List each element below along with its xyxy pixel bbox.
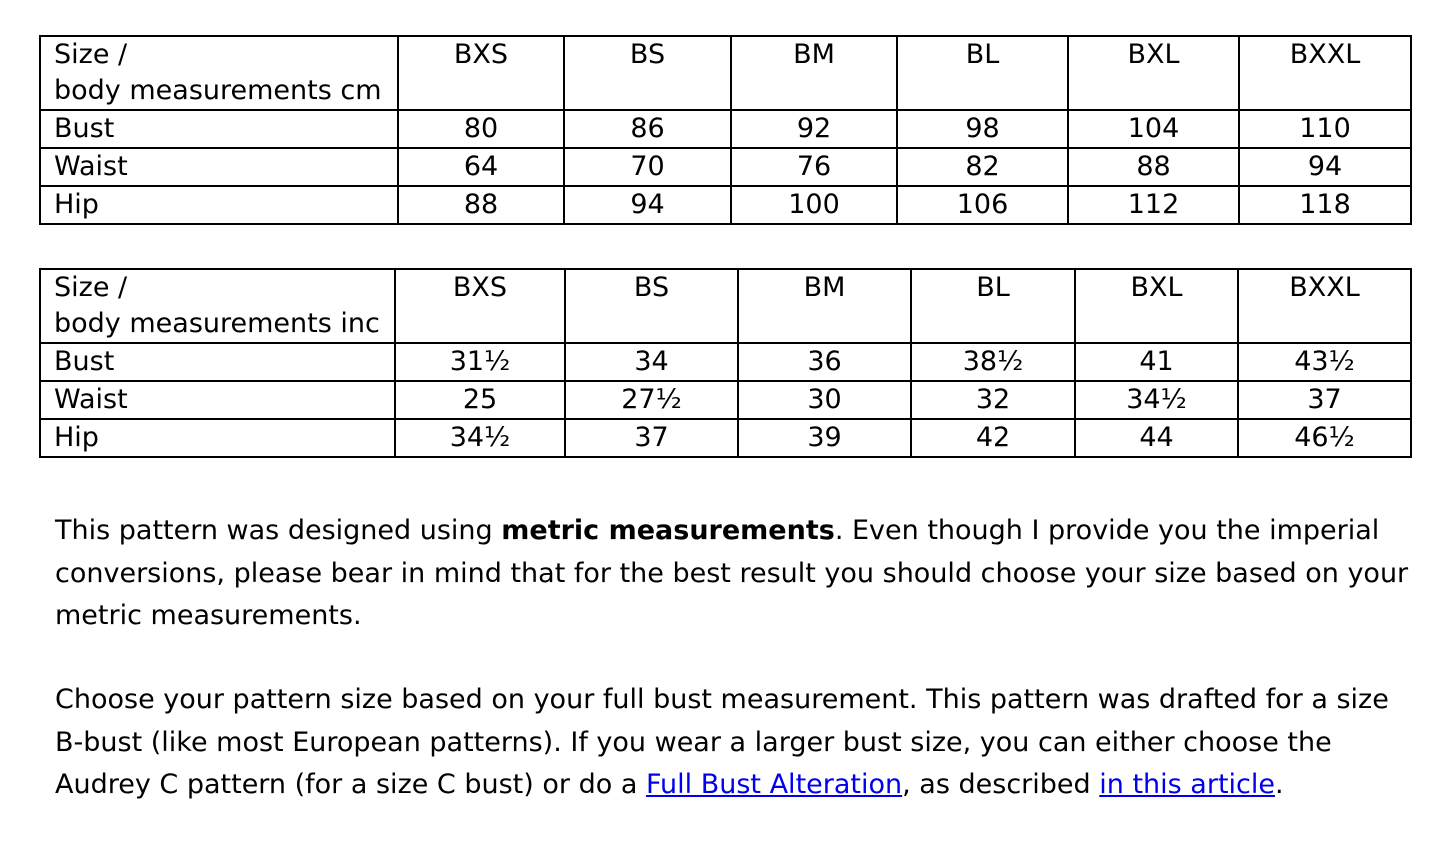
paragraph-text: This pattern was designed using (55, 515, 502, 546)
table-cell: 104 (1068, 110, 1239, 148)
size-header-bl: BL (911, 269, 1075, 343)
table-cell: 34½ (395, 419, 565, 457)
table-cell: 46½ (1238, 419, 1411, 457)
table-cell: 32 (911, 381, 1075, 419)
table-row-waist (40, 381, 1411, 419)
table-header-label (40, 269, 395, 343)
table-cell: 118 (1239, 186, 1411, 224)
header-line-size: Size / (54, 39, 128, 70)
table-cell: 34 (565, 343, 738, 381)
row-label: Hip (40, 186, 398, 224)
size-header-bm: BM (731, 36, 897, 110)
table-cell: 27½ (565, 381, 738, 419)
table-row-hip (40, 186, 1411, 224)
paragraph-text: , as described (902, 769, 1100, 800)
table-cell: 94 (564, 186, 731, 224)
table-cell: 76 (731, 148, 897, 186)
table-cell: 110 (1239, 110, 1411, 148)
table-cell: 106 (897, 186, 1068, 224)
table-cell: 39 (738, 419, 911, 457)
table-row-waist (40, 148, 1411, 186)
table-cell: 82 (897, 148, 1068, 186)
table-cell: 25 (395, 381, 565, 419)
table-cell: 43½ (1238, 343, 1411, 381)
table-cell: 112 (1068, 186, 1239, 224)
size-table-inch (39, 268, 1412, 458)
size-header-bxxl: BXXL (1239, 36, 1411, 110)
table-cell: 94 (1239, 148, 1411, 186)
paragraph-text: . (1275, 769, 1284, 800)
row-label: Waist (40, 148, 398, 186)
header-line-measurements: body measurements cm (54, 75, 382, 106)
table-cell: 80 (398, 110, 564, 148)
table-cell: 34½ (1075, 381, 1238, 419)
paragraph-text: Choose your pattern size based on your full bust measurement. This pattern was drafted for a size B-bust (like most European patterns). If you wear a larger bust size, you can either choose the Audrey C pattern (for a size C bust) or do a (55, 684, 1389, 800)
table-header-row (40, 36, 1411, 110)
header-line-size: Size / (54, 272, 128, 303)
table-row-bust (40, 343, 1411, 381)
table-row-hip (40, 419, 1411, 457)
size-header-bxl: BXL (1068, 36, 1239, 110)
size-header-bxs: BXS (398, 36, 564, 110)
table-cell: 88 (1068, 148, 1239, 186)
article-link[interactable]: in this article (1099, 769, 1275, 800)
table-cell: 92 (731, 110, 897, 148)
table-cell: 98 (897, 110, 1068, 148)
table-cell: 37 (1238, 381, 1411, 419)
table-cell: 38½ (911, 343, 1075, 381)
header-line-measurements: body measurements inc (54, 308, 380, 339)
table-cell: 70 (564, 148, 731, 186)
table-cell: 37 (565, 419, 738, 457)
size-header-bl: BL (897, 36, 1068, 110)
table-cell: 30 (738, 381, 911, 419)
size-header-bs: BS (565, 269, 738, 343)
size-header-bs: BS (564, 36, 731, 110)
size-header-bxxl: BXXL (1238, 269, 1411, 343)
size-choice-paragraph (55, 679, 1425, 807)
table-cell: 64 (398, 148, 564, 186)
row-label: Bust (40, 110, 398, 148)
size-table-cm (39, 35, 1412, 225)
table-cell: 100 (731, 186, 897, 224)
table-row-bust (40, 110, 1411, 148)
table-header-label (40, 36, 398, 110)
row-label: Waist (40, 381, 395, 419)
table-cell: 31½ (395, 343, 565, 381)
size-header-bxs: BXS (395, 269, 565, 343)
table-cell: 42 (911, 419, 1075, 457)
table-cell: 41 (1075, 343, 1238, 381)
row-label: Hip (40, 419, 395, 457)
table-cell: 86 (564, 110, 731, 148)
table-header-row (40, 269, 1411, 343)
row-label: Bust (40, 343, 395, 381)
paragraph-text: . Even though I provide you the imperial conversions, please bear in mind that for the best result you should choose your size based on your metric measurements. (55, 515, 1409, 631)
table-cell: 44 (1075, 419, 1238, 457)
size-header-bm: BM (738, 269, 911, 343)
bold-emphasis: metric measurements (501, 515, 835, 546)
metric-note-paragraph (55, 510, 1425, 638)
full-bust-alteration-link[interactable]: Full Bust Alteration (645, 769, 903, 800)
table-cell: 36 (738, 343, 911, 381)
table-cell: 88 (398, 186, 564, 224)
size-header-bxl: BXL (1075, 269, 1238, 343)
